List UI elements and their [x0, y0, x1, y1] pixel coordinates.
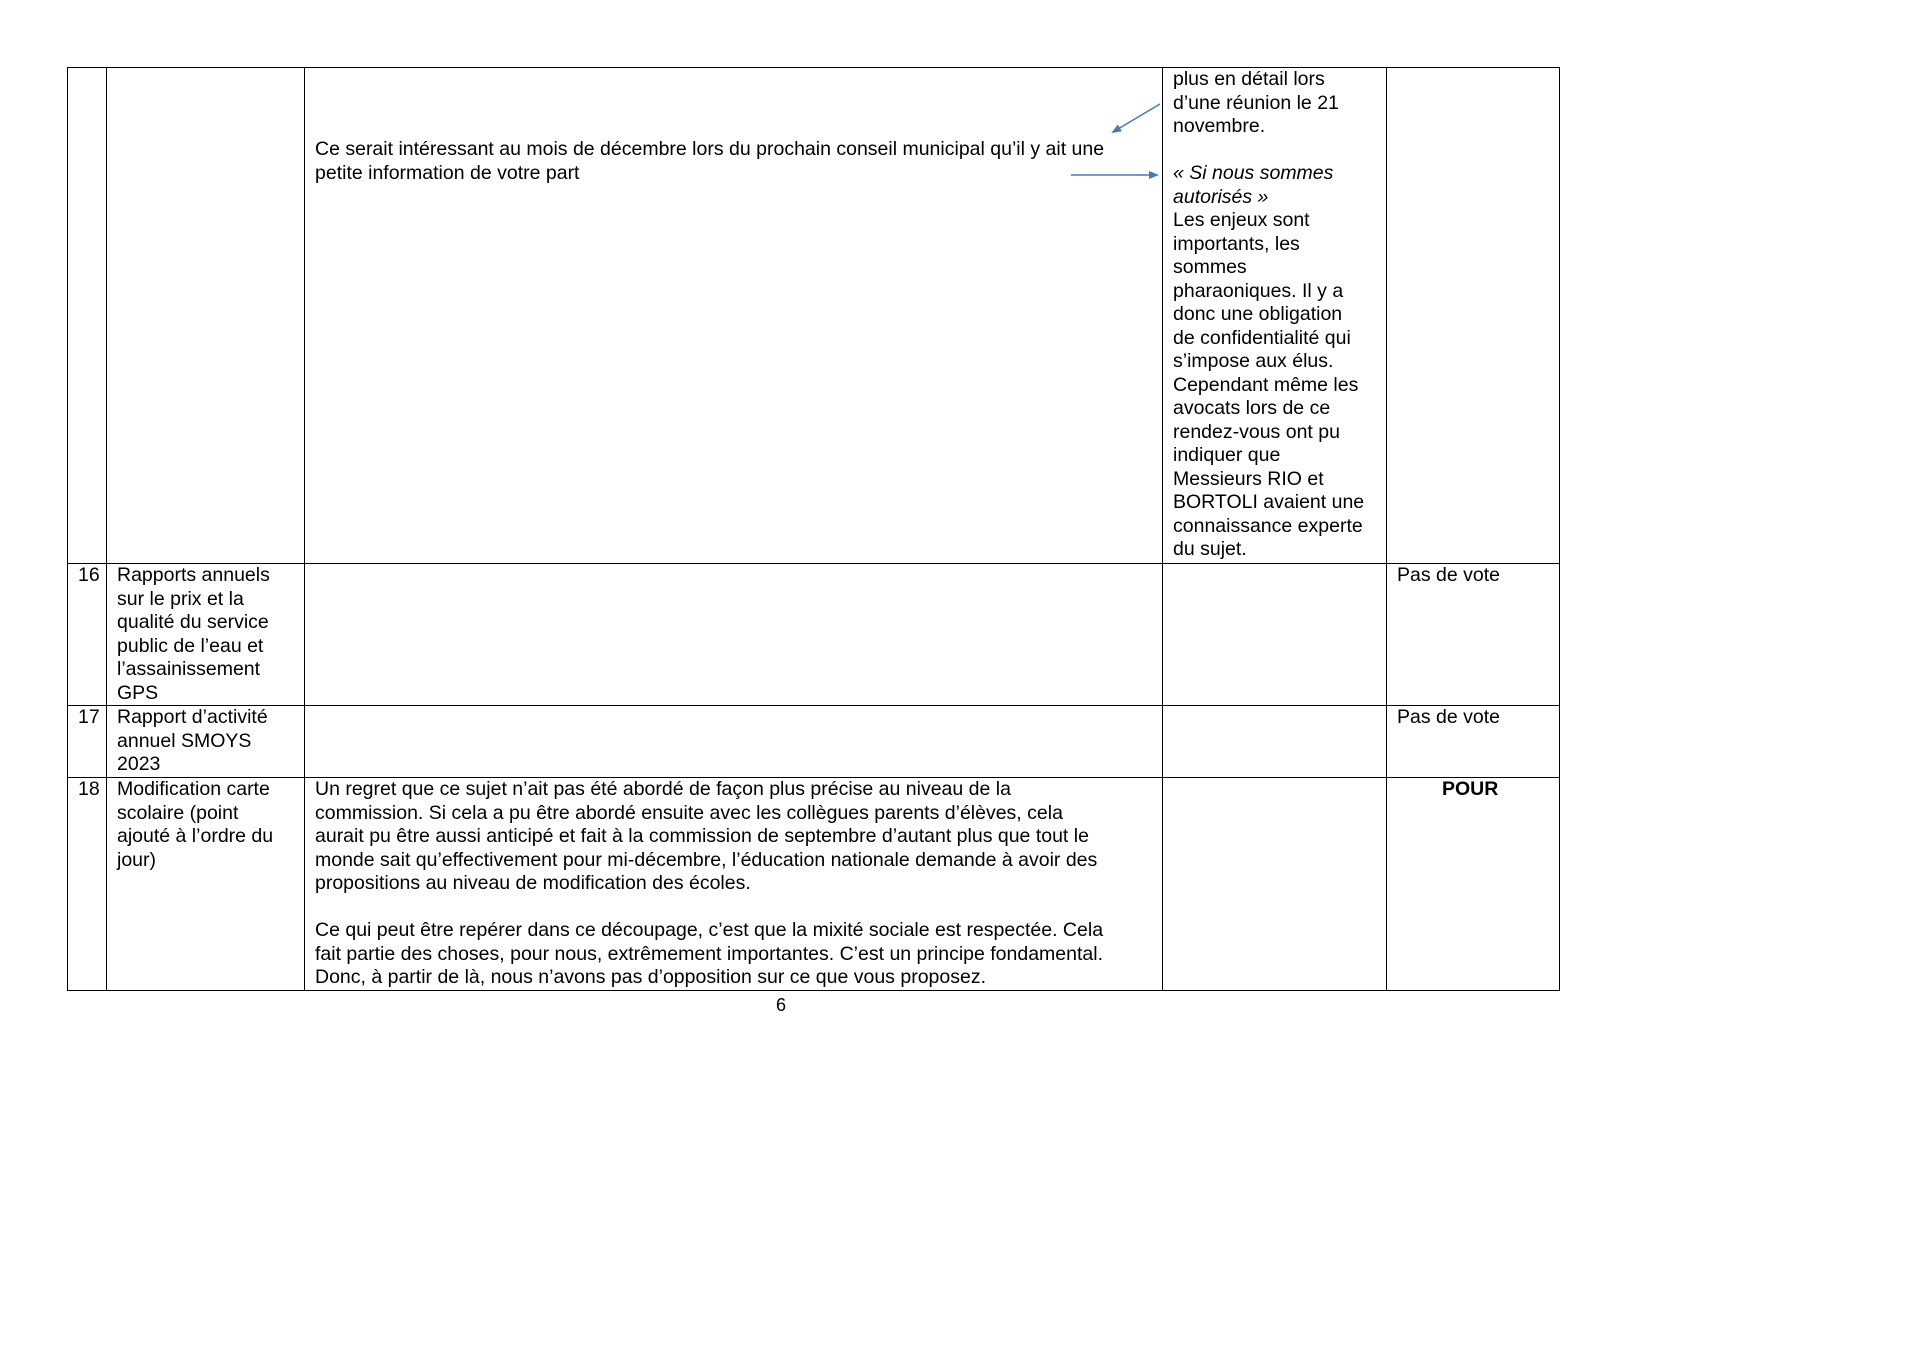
item-number-cell [68, 68, 107, 564]
response-text-part1: plus en détail lors d’une réunion le 21 novembre. [1173, 68, 1339, 137]
vote-pour: POUR [1442, 778, 1499, 800]
vote-cell [1387, 68, 1560, 564]
table-row [68, 778, 1560, 991]
remarks-paragraph-2: Ce qui peut être repérer dans ce découpage, c’est que la mixité sociale est respectée. Cela fait partie des choses, pour nous, extrêmement importantes. C’est un principe fondamental. Donc, à partir de là, nous n’avons pas d’opposition sur ce que vous proposez. [315, 919, 1104, 988]
item-number-cell: 16 [68, 564, 107, 706]
subject-cell: Rapport d’activité annuel SMOYS 2023 [107, 706, 305, 778]
remarks-cell [305, 706, 1163, 778]
page-number: 6 [775, 995, 786, 1015]
response-cell [1163, 68, 1387, 564]
response-cell [1163, 564, 1387, 706]
item-number-cell: 18 [68, 778, 107, 991]
table-row [68, 68, 1560, 564]
table-row [68, 564, 1560, 706]
subject-cell [107, 68, 305, 564]
response-cell [1163, 778, 1387, 991]
remarks-cell [305, 564, 1163, 706]
remarks-paragraph-1: Un regret que ce sujet n’ait pas été abordé de façon plus précise au niveau de la commission. Si cela a pu être abordé ensuite avec les collègues parents d’élèves, cela aurait pu être aussi anticipé et fait à la commission de septembre d’autant plus que tout le monde sait qu’effectivement pour mi-décembre, l’éducation nationale demande à avoir des propositions au niveau de modification des écoles. [315, 778, 1098, 894]
remarks-cell [305, 778, 1163, 991]
response-text-part2: Les enjeux sont importants, les sommes pharaoniques. Il y a donc une obligation de confidentialité qui s’impose aux élus. Cependant même les avocats lors de ce rendez-vous ont pu indiquer que Messieurs RIO et BORTOLI avaient une connaissance experte du sujet. [1173, 209, 1365, 560]
response-cell [1163, 706, 1387, 778]
minutes-table [67, 67, 1560, 991]
item-number-cell: 17 [68, 706, 107, 778]
vote-cell: Pas de vote [1387, 706, 1560, 778]
subject-cell: Rapports annuels sur le prix et la qualité du service public de l’eau et l’assainissement GPS [107, 564, 305, 706]
subject-cell: Modification carte scolaire (point ajouté à l’ordre du jour) [107, 778, 305, 991]
remarks-text: Ce serait intéressant au mois de décembre lors du prochain conseil municipal qu’il y ait une petite information de votre part [315, 138, 1105, 184]
vote-cell: Pas de vote [1387, 564, 1560, 706]
table-row [68, 706, 1560, 778]
response-quote: « Si nous sommes autorisés » [1173, 162, 1334, 208]
vote-cell [1387, 778, 1560, 991]
remarks-cell [305, 68, 1163, 564]
